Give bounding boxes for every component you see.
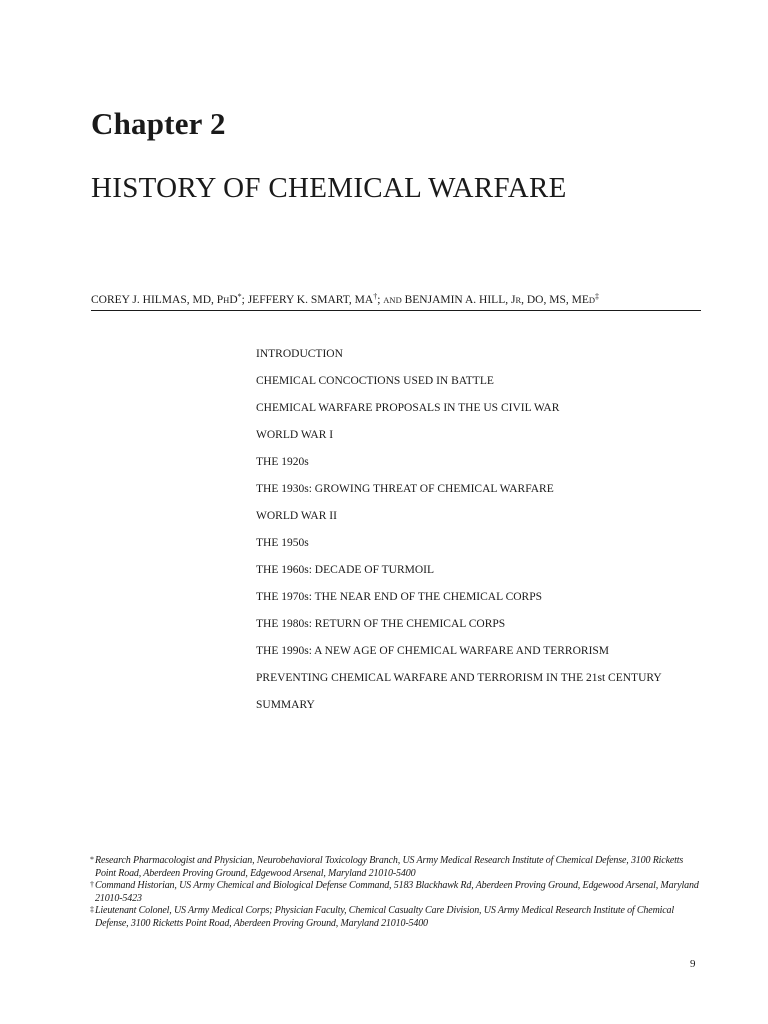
outline-item: PREVENTING CHEMICAL WARFARE AND TERRORISM IN THE 21st CENTURY bbox=[256, 672, 662, 684]
outline-item: THE 1930s: GROWING THREAT OF CHEMICAL WARFARE bbox=[256, 483, 554, 495]
footnote-text: Command Historian, US Army Chemical and Biological Defense Command, 5183 Blackhawk Rd, Aberdeen Proving Ground, Edgewood Arsenal, Maryland 21010-5423 bbox=[95, 880, 699, 904]
author-1-degree-small: H bbox=[223, 295, 230, 305]
footnote bbox=[90, 855, 702, 880]
author-separator: ; bbox=[377, 294, 384, 306]
outline-item: THE 1920s bbox=[256, 456, 309, 468]
author-2-footnote-mark: † bbox=[373, 292, 378, 301]
outline-item: CHEMICAL CONCOCTIONS USED IN BATTLE bbox=[256, 375, 494, 387]
footnote-text: Research Pharmacologist and Physician, Neurobehavioral Toxicology Branch, US Army Medical Research Institute of Chemical Defense, 3100 Ricketts Point Road, Aberdeen Proving Ground, Edgewood Arsenal, Maryland 21010-5400 bbox=[95, 855, 684, 879]
footnote-mark: † bbox=[90, 880, 94, 889]
author-1-name: COREY J. HILMAS, MD, P bbox=[91, 294, 224, 306]
author-3-name: BENJAMIN A. HILL, J bbox=[401, 294, 516, 306]
page-number: 9 bbox=[690, 958, 696, 970]
outline-item: THE 1950s bbox=[256, 537, 309, 549]
outline-item: THE 1990s: A NEW AGE OF CHEMICAL WARFARE AND TERRORISM bbox=[256, 645, 610, 657]
outline-item: INTRODUCTION bbox=[256, 348, 343, 360]
outline-item: THE 1970s: THE NEAR END OF THE CHEMICAL CORPS bbox=[256, 591, 543, 603]
chapter-title: HISTORY OF CHEMICAL WARFARE bbox=[91, 172, 567, 204]
outline-item: CHEMICAL WARFARE PROPOSALS IN THE US CIVIL WAR bbox=[256, 402, 560, 414]
footnote bbox=[90, 905, 702, 930]
author-3-footnote-mark: ‡ bbox=[595, 292, 599, 301]
chapter-label: Chapter 2 bbox=[91, 106, 226, 141]
footnote-mark: ‡ bbox=[90, 905, 94, 914]
author-3-jr-small: R bbox=[515, 295, 522, 305]
author-2-name: ; JEFFERY K. SMART, MA bbox=[241, 294, 374, 306]
footnote bbox=[90, 880, 702, 905]
footnotes bbox=[90, 855, 702, 930]
outline-item: THE 1980s: RETURN OF THE CHEMICAL CORPS bbox=[256, 618, 506, 630]
outline-item: WORLD WAR II bbox=[256, 510, 337, 522]
outline-item: THE 1960s: DECADE OF TURMOIL bbox=[256, 564, 435, 576]
author-3-degree-small: D bbox=[588, 295, 595, 305]
author-1-footnote-mark: * bbox=[237, 292, 242, 301]
outline-item: WORLD WAR I bbox=[256, 429, 334, 441]
footnote-mark: * bbox=[90, 855, 94, 864]
author-1-degree-end: D bbox=[229, 294, 238, 306]
author-and-word: AND bbox=[383, 295, 402, 305]
author-line bbox=[91, 292, 701, 311]
author-3-degrees: , DO, MS, ME bbox=[521, 294, 589, 306]
chapter-outline bbox=[256, 346, 662, 724]
footnote-text: Lieutenant Colonel, US Army Medical Corps; Physician Faculty, Chemical Casualty Care Division, US Army Medical Research Institute of Chemical Defense, 3100 Ricketts Point Road, Aberdeen Proving Ground, Maryland 21010-5400 bbox=[95, 905, 675, 929]
outline-item: SUMMARY bbox=[256, 699, 315, 711]
